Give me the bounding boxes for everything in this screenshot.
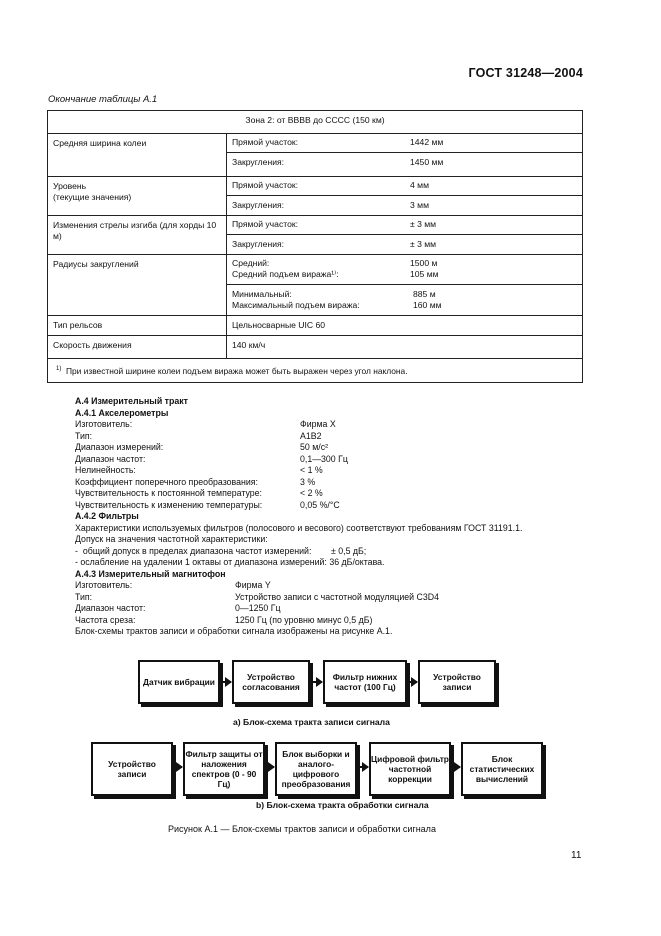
table-footnote: $^{1)}$ При известной ширине колеи подъем виража может быть выражен через угол наклона. [48,359,583,383]
block-recorder: Устройство записи [418,660,496,704]
row-label: Радиусы закруглений [48,255,227,316]
paragraph: Блок-схемы трактов записи и обработки сигнала изображены на рисунке А.1. [75,626,393,636]
row-value: Цельносварные UIC 60 [227,316,583,336]
table-row [48,177,583,216]
zone-title: Зона 2: от ВВВВ до СССС (150 км) [48,111,583,134]
spec-line: Изготовитель: Фирма Y [75,580,271,590]
row-label: Средняя ширина колеи [48,134,227,177]
block-matching-device: Устройство согласования [232,660,310,704]
diagram-a-label: а) Блок-схема тракта записи сигнала [233,717,390,727]
list-item: - общий допуск в пределах диапазона частот измерений: ± 0,5 дБ; [75,545,367,556]
list-item: - ослабление на удалении 1 октавы от диапазона измерений: 36 дБ/октава. [75,557,385,567]
flow-arrow [407,681,417,683]
table-row [48,134,583,177]
standard-header: ГОСТ 31248—2004 [468,66,583,80]
sub-row: Прямой участок: 4 мм [227,177,582,196]
spec-line: Нелинейность: < 1 % [75,465,323,475]
spec-line: Тип: А1В2 [75,430,322,441]
block-vibration-sensor: Датчик вибрации [138,660,220,704]
sub-row: Прямой участок: 1442 мм [227,134,582,153]
flow-arrow [450,766,460,768]
table-row [48,336,583,359]
spec-line: Коэффициент поперечного преобразования: 3 % [75,476,316,487]
block-lowpass-filter: Фильтр нижних частот (100 Гц) [323,660,407,704]
spec-line: Частота среза: 1250 Гц (по уровню минус 0,5 дБ) [75,614,373,625]
spec-line: Диапазон частот: 0—1250 Гц [75,603,281,613]
flow-arrow [356,766,368,768]
block-antialias-filter: Фильтр защиты от наложения спектров (0 - 90 Гц) [183,742,265,796]
spec-table [47,110,583,383]
paragraph: Допуск на значения частотной характеристики: [75,534,268,544]
paragraph: Характеристики используемых фильтров (полосового и весового) соответствуют требованиям ГОСТ 31191.1. [75,522,523,533]
sub-row: Закругления: 1450 мм [232,157,444,167]
flow-arrow [172,766,182,768]
figure-caption: Рисунок А.1 — Блок-схемы трактов записи и обработки сигнала [168,824,436,834]
accelerometer-specs [75,419,595,511]
spec-line: Чувствительность к изменению температуры: 0,05 %/°С [75,499,340,510]
subsection-title: А.4.3 Измерительный магнитофон [75,568,226,579]
row-label: Тип рельсов [48,316,227,336]
section-a4 [75,396,595,638]
spec-line: Диапазон частот: 0,1—300 Гц [75,453,348,464]
row-label: Уровень (текущие значения) [48,177,227,216]
section-title: А.4 Измерительный тракт [75,396,188,406]
table-row [48,255,583,316]
row-label: Скорость движения [48,336,227,359]
table-row [48,316,583,336]
sub-row: Закругления: ± 3 мм [232,239,437,249]
spec-line: Тип: Устройство записи с частотной модуляцией С3D4 [75,591,439,602]
spec-line: Диапазон измерений: 50 м/с² [75,442,329,452]
spec-line: Чувствительность к постоянной температуре: < 2 % [75,488,323,498]
spec-line: Изготовитель: Фирма X [75,419,336,429]
row-value: 140 км/ч [227,336,583,359]
recorder-specs [75,580,595,626]
diagram-b-label: b) Блок-схема тракта обработки сигнала [256,800,429,810]
sub-row: Минимальный: Максимальный подъем виража: 885 м 160 мм [232,289,442,310]
subsection-title: А.4.1 Акселерометры [75,407,169,418]
subsection-title: А.4.2 Фильтры [75,511,139,521]
flow-arrow [264,766,274,768]
sub-row: Закругления: 3 мм [232,200,429,210]
flow-arrow [220,681,231,683]
block-adc: Блок выборки и аналого-цифрового преобразования [275,742,357,796]
table-row [48,216,583,255]
row-label: Изменения стрелы изгиба (для хорды 10 м) [48,216,227,255]
block-statistics: Блок статистических вычислений [461,742,543,796]
sub-row: Прямой участок: ± 3 мм [227,216,582,235]
page-number: 11 [571,850,582,861]
table-caption: Окончание таблицы А.1 [48,94,158,105]
block-digital-filter: Цифровой фильтр частотной коррекции [369,742,451,796]
block-recorder-b: Устройство записи [91,742,173,796]
flow-arrow [310,681,322,683]
sub-row: Средний: Средний подъем виража¹⁾: 1500 м 105 мм [227,255,582,285]
